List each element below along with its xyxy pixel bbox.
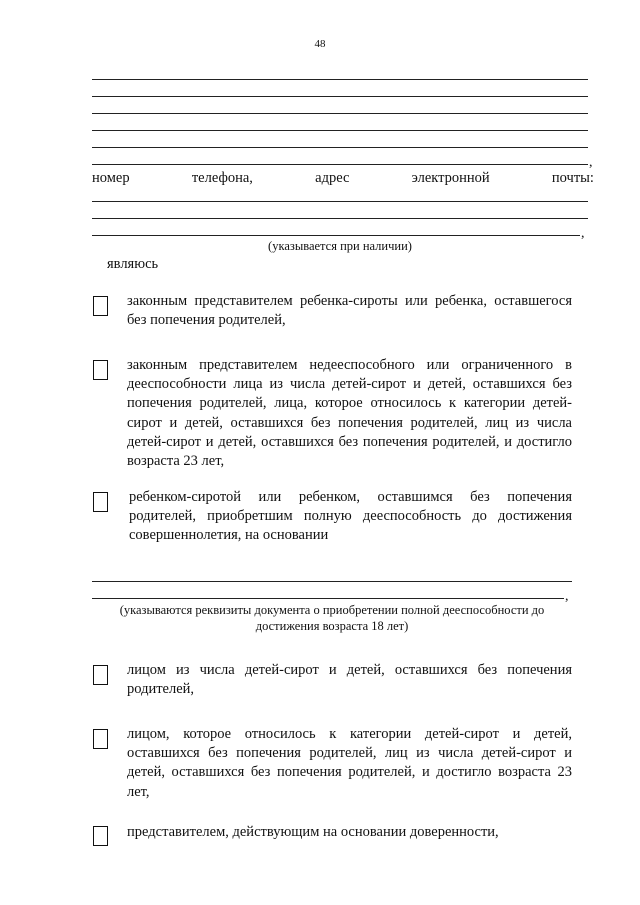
option-2-checkbox[interactable] xyxy=(93,360,108,380)
option-2-text: законным представителем недееспособного или ограниченного в дееспособности лица из числа детей-сирот и детей, оставшихся без попечения родителей, лица, которое относилось к категории детей-сирот и детей, оставшихся без попечения родителей, лиц из числа детей-сирот и детей, оставшихся без попечения родителей, и достигло возраста 23 лет, xyxy=(127,357,572,470)
option-6-text: представителем, действующим на основании доверенности, xyxy=(127,824,499,840)
page-number: 48 xyxy=(314,38,326,50)
contact-label-word: телефона, xyxy=(191,170,253,186)
document-basis-line[interactable] xyxy=(92,598,564,599)
address-line[interactable] xyxy=(92,79,588,80)
option-5-checkbox[interactable] xyxy=(93,729,108,749)
contact-line[interactable] xyxy=(92,235,580,236)
address-comma: , xyxy=(589,155,593,170)
document-basis-caption-line-2: достижения возраста 18 лет) xyxy=(255,619,409,633)
option-1-text: законным представителем ребенка-сироты или ребенка, оставшегося без попечения родителей, xyxy=(127,293,572,329)
document-basis-comma: , xyxy=(565,589,569,604)
contact-caption: (указывается при наличии) xyxy=(268,239,412,253)
contact-label-word: почты: xyxy=(551,170,594,186)
address-line[interactable] xyxy=(92,96,588,97)
contact-comma: , xyxy=(581,226,585,241)
contact-label-word: электронной xyxy=(411,170,490,186)
option-6-checkbox[interactable] xyxy=(93,826,108,846)
lead-text: являюсь xyxy=(107,256,159,272)
contact-label-word: адрес xyxy=(315,170,350,186)
document-basis-line[interactable] xyxy=(92,581,572,582)
address-line[interactable] xyxy=(92,164,588,165)
contact-label-word: номер xyxy=(92,170,130,186)
option-3-text: ребенком-сиротой или ребенком, оставшимся без попечения родителей, приобретшим полную дееспособность до достижения совершеннолетия, на основании xyxy=(129,489,572,544)
contact-line[interactable] xyxy=(92,201,588,202)
option-4-text: лицом из числа детей-сирот и детей, оставшихся без попечения родителей, xyxy=(127,662,572,698)
address-line[interactable] xyxy=(92,147,588,148)
option-5-text: лицом, которое относилось к категории детей-сирот и детей, оставшихся без попечения родителей, лиц из числа детей-сирот и детей, оставшихся без попечения родителей, и достигло возраста 23 лет, xyxy=(127,726,572,800)
address-line[interactable] xyxy=(92,130,588,131)
contact-line[interactable] xyxy=(92,218,588,219)
contact-label xyxy=(92,170,594,187)
document-basis-caption-line-1: (указываются реквизиты документа о приобретении полной дееспособности до xyxy=(119,603,545,617)
option-1-checkbox[interactable] xyxy=(93,296,108,316)
address-line[interactable] xyxy=(92,113,588,114)
option-3-checkbox[interactable] xyxy=(93,492,108,512)
option-4-checkbox[interactable] xyxy=(93,665,108,685)
